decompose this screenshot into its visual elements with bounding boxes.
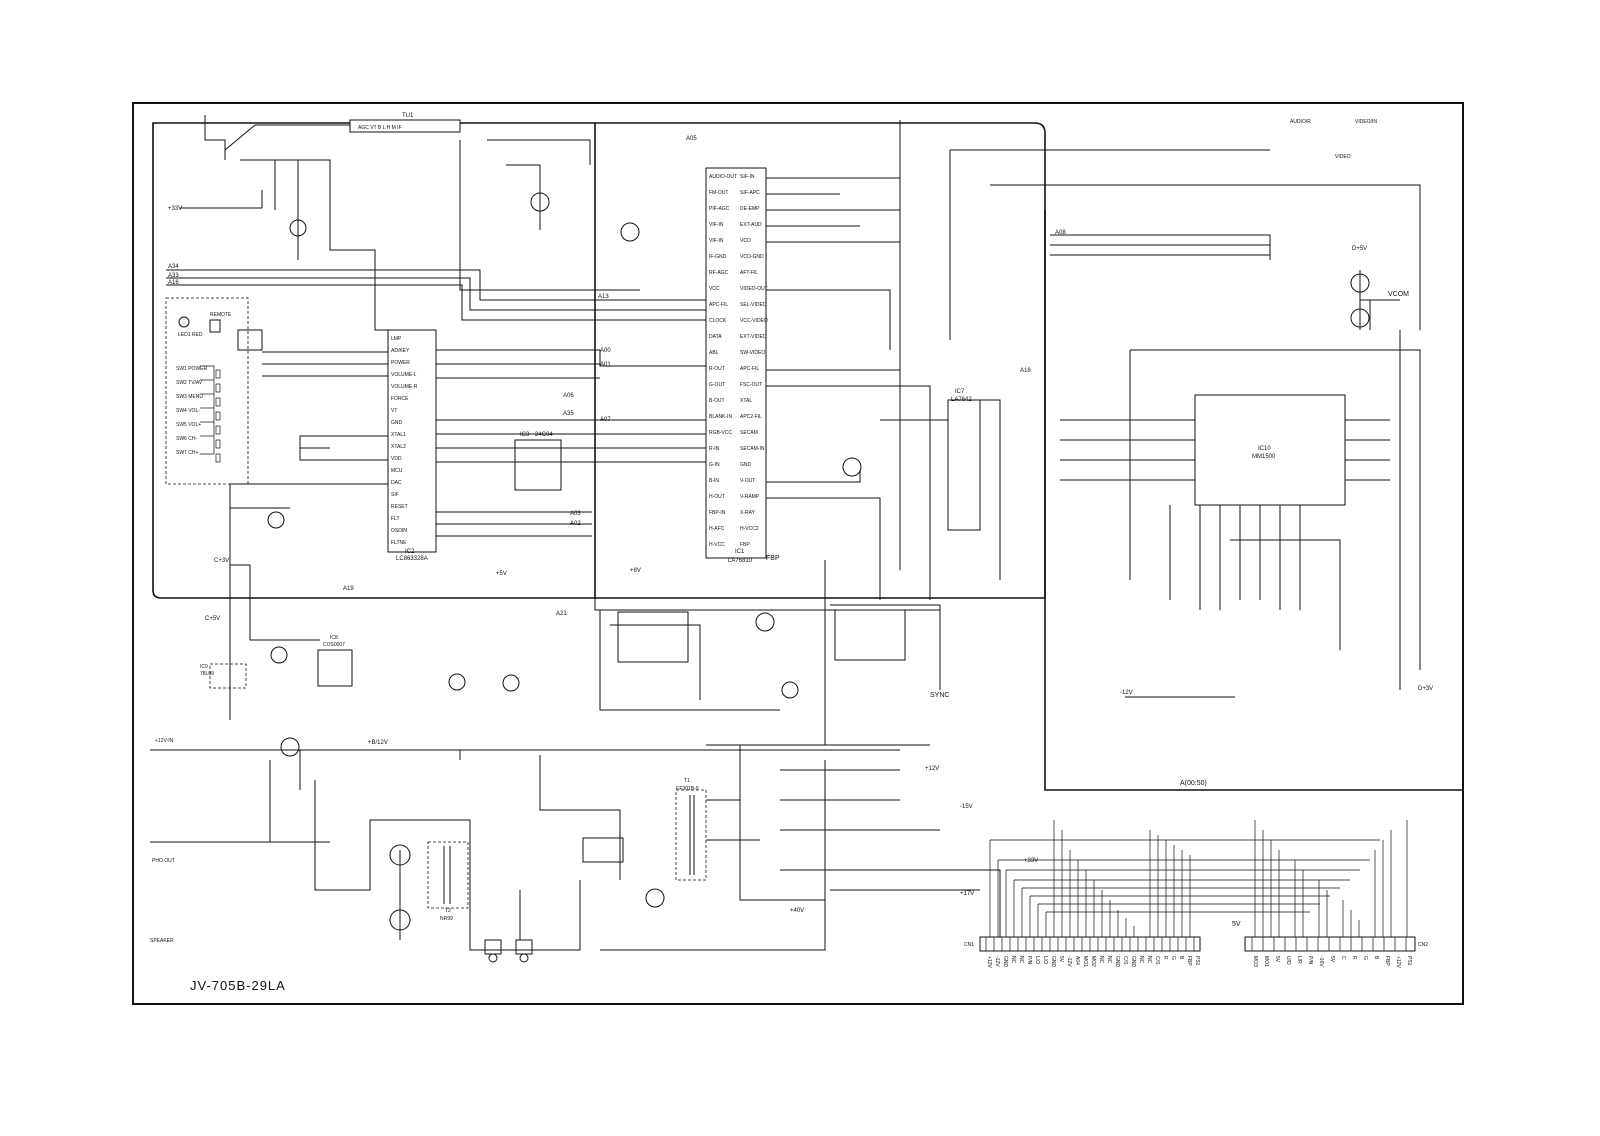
svg-text:VIF-IN: VIF-IN (709, 238, 724, 244)
svg-text:PIF-AGC: PIF-AGC (709, 206, 730, 212)
svg-text:VCO: VCO (740, 238, 751, 244)
svg-text:GND: GND (391, 420, 403, 426)
cn1-pin-14: MO2 (1090, 956, 1096, 967)
svg-text:R-OUT: R-OUT (709, 366, 725, 372)
svg-text:H-VCC: H-VCC (709, 542, 725, 548)
cn1-pin-11: -12V (1066, 956, 1072, 967)
cn1-pin-24: G (1170, 956, 1176, 960)
cn2-pin-4: U/D (1285, 956, 1291, 965)
ic3-part-label: 24C04 (535, 432, 553, 438)
rail-minus15v-label: -15V (960, 804, 973, 810)
transistors (268, 193, 1369, 930)
svg-text:V-OUT: V-OUT (740, 478, 756, 484)
ic9-part-label: 78L09 (200, 671, 214, 677)
svg-text:VCO-GND: VCO-GND (740, 254, 764, 260)
ic10-ref-label: IC10 (1258, 446, 1271, 452)
mcu-section-outline (153, 123, 595, 598)
svg-text:FSC-OUT: FSC-OUT (740, 382, 763, 388)
addr-a02-label: A02 (570, 521, 581, 527)
svg-text:VOLUME-L: VOLUME-L (391, 372, 417, 378)
flyback-t1 (676, 778, 706, 880)
svg-text:VDD: VDD (391, 456, 402, 462)
svg-text:APC2-FIL: APC2-FIL (740, 414, 762, 420)
svg-text:AD/KEY: AD/KEY (391, 348, 410, 354)
switch-volminus-label: SW4 VOL- (176, 408, 200, 414)
t2-part-label: NR99 (440, 916, 453, 922)
rail-12v-label: +12V (925, 766, 940, 772)
ic8-ref-label: IC8 (330, 635, 338, 641)
addr-range-label: A(00:50) (1180, 780, 1207, 787)
ic10-pip (1195, 395, 1345, 505)
svg-text:LMP: LMP (391, 336, 402, 342)
sync-label: SYNC (930, 692, 950, 699)
driver-t2 (428, 842, 468, 922)
rail-8v-label: +8V (630, 568, 641, 574)
cn1-pin-26: FBP (1186, 956, 1192, 966)
svg-text:RF-AGC: RF-AGC (709, 270, 729, 276)
svg-text:G-IN: G-IN (709, 462, 720, 468)
cn1-pin-16: NC (1106, 956, 1112, 964)
rail-5v-label: +5V (496, 571, 507, 577)
ic3-ref-label: IC3 (520, 432, 530, 438)
switch-menu-label: SW3 MENU (176, 394, 203, 400)
rail-33v-label: +33V (168, 206, 183, 212)
cn2-pin-14: +12V (1395, 956, 1401, 968)
rail-33v-out-label: +33V (1024, 858, 1039, 864)
ic3-eeprom (515, 432, 561, 490)
connector-bus-lines (990, 820, 1407, 937)
video-label: VIDEO (1335, 154, 1351, 160)
svg-text:APC-FIL: APC-FIL (740, 366, 760, 372)
addr-a00-label: A00 (600, 348, 611, 354)
rail-40v-label: +40V (790, 908, 805, 914)
ic2-part-label: LC863328A (396, 556, 428, 562)
cn1-pin-23: R (1162, 956, 1168, 960)
svg-text:B-OUT: B-OUT (709, 398, 725, 404)
addr-a07-label: A07 (600, 417, 611, 423)
svg-text:DATA: DATA (709, 334, 722, 340)
cn1-pin-9: GND (1050, 956, 1056, 968)
addr-a16-label: A16 (168, 280, 179, 286)
svg-text:AUDIO-OUT: AUDIO-OUT (709, 174, 738, 180)
ic10-part-label: MM1500 (1252, 454, 1276, 460)
cn1-pin-27: PS1 (1194, 956, 1200, 966)
ic2-microcontroller (388, 330, 436, 562)
svg-text:RGB-VCC: RGB-VCC (709, 430, 733, 436)
keyboard-panel (166, 298, 262, 484)
ic1-ref-label: IC1 (735, 549, 745, 555)
svg-text:SIF-APC: SIF-APC (740, 190, 760, 196)
cn2-pin-10: R (1351, 956, 1357, 960)
addr-a08-label: A08 (1055, 230, 1066, 236)
svg-text:R-IN: R-IN (709, 446, 720, 452)
svg-text:H-AFC: H-AFC (709, 526, 725, 532)
svg-text:AGC VT B L H M IF: AGC VT B L H M IF (358, 125, 402, 131)
svg-text:IF-GND: IF-GND (709, 254, 727, 260)
svg-text:V-RAMP: V-RAMP (740, 494, 760, 500)
vcom-label: VCOM (1388, 291, 1409, 298)
addr-a13-label: A13 (598, 294, 609, 300)
cn1-pin-25: B (1178, 956, 1184, 960)
jack-video-label: VIDEO/IN (1355, 119, 1377, 125)
cn2-pin-8: 5V (1329, 956, 1335, 963)
addr-a01-label: A01 (600, 362, 611, 368)
cn1-pin-18: C/S (1122, 956, 1128, 965)
svg-text:SIF-IN: SIF-IN (740, 174, 755, 180)
cn2-pin-5: L/R (1296, 956, 1302, 964)
connector-cn1 (964, 937, 1200, 968)
cn1-pin-4: NC (1010, 956, 1016, 964)
svg-text:H-VCC2: H-VCC2 (740, 526, 759, 532)
jack-phone-label: PHO.OUT (152, 858, 175, 864)
addr-a18-label: A18 (1020, 368, 1031, 374)
ic7-audio-amp (948, 389, 980, 530)
svg-text:XTAL1: XTAL1 (391, 432, 406, 438)
ic7-ref-label: IC7 (955, 389, 965, 395)
rail-d5v-label: D+5V (1352, 246, 1368, 252)
ir-receiver-label: REMOTE (210, 312, 232, 318)
rail-minus12v-label: -12V (1120, 690, 1133, 696)
cn1-pin-5: NC (1018, 956, 1024, 964)
switch-power-label: SW1 POWER (176, 366, 208, 372)
sheet-frame (133, 103, 1463, 1004)
svg-text:B-IN: B-IN (709, 478, 719, 484)
cn1-pin-13: MO1 (1082, 956, 1088, 967)
svg-text:VIDEO-OUT: VIDEO-OUT (740, 286, 768, 292)
tuner-ref-label: TU1 (402, 113, 414, 119)
cn1-pin-8: L/O (1042, 956, 1048, 965)
cn1-pin-22: C/S (1154, 956, 1160, 965)
cn1-pin-19: GND (1130, 956, 1136, 968)
cn2-pin-2: MO1 (1263, 956, 1269, 967)
svg-text:SECAM: SECAM (740, 430, 758, 436)
cn2-pin-1: MO3 (1252, 956, 1258, 967)
ic9-regulator (200, 664, 246, 688)
rail-labels (168, 206, 1433, 914)
svg-text:G-OUT: G-OUT (709, 382, 726, 388)
t2-ref-label: T2 (445, 908, 451, 914)
svg-text:VT: VT (391, 408, 398, 414)
switch-volplus-label: SW5 VOL+ (176, 422, 202, 428)
addr-a06-label: A06 (563, 393, 574, 399)
addr-a34-label: A34 (168, 264, 179, 270)
svg-text:X-RAY: X-RAY (740, 510, 755, 516)
tuner-tu1 (350, 113, 460, 132)
ic2-ref-label: IC2 (405, 549, 415, 555)
svg-text:ABL: ABL (709, 350, 719, 356)
led-label: LED1 RED (178, 332, 203, 338)
cn2-pin-15: PS1 (1406, 956, 1412, 966)
svg-text:CLOCK: CLOCK (709, 318, 727, 324)
cn2-pin-11: G (1362, 956, 1368, 960)
5v-label: 5V (1232, 921, 1241, 928)
svg-text:H-OUT: H-OUT (709, 494, 725, 500)
jack-speaker-label: SPEAKER (150, 938, 174, 944)
connector-cn2 (1245, 937, 1428, 968)
switch-chplus-label: SW7 CH+ (176, 450, 199, 456)
svg-text:FBP: FBP (740, 542, 750, 548)
svg-text:DE-EMP: DE-EMP (740, 206, 760, 212)
svg-text:AFT-FIL: AFT-FIL (740, 270, 759, 276)
svg-text:FORCE: FORCE (391, 396, 409, 402)
switch-tvav-label: SW2 TV/AV (176, 380, 203, 386)
lamps (485, 940, 532, 962)
t1-part-label: EF301B-9 (676, 786, 699, 792)
ic8-part-label: COS0007 (323, 642, 345, 648)
ic9-ref-label: IC9 (200, 664, 208, 670)
svg-text:VCC: VCC (709, 286, 720, 292)
cn2-pin-9: C (1340, 956, 1346, 960)
cn1-pin-21: NC (1146, 956, 1152, 964)
ic7-part-label: LA7642 (951, 397, 972, 403)
rail-17v-label: +17V (960, 891, 975, 897)
addr-a19-label: A19 (343, 586, 354, 592)
cn1-pin-1: +12V (986, 956, 992, 968)
wiring (150, 115, 1420, 950)
addr-a03-label: A03 (570, 511, 581, 517)
switch-chminus-label: SW6 CH- (176, 436, 198, 442)
addr-a33-label: A33 (168, 273, 179, 279)
addr-a35-label: A35 (563, 411, 574, 417)
av-switches (583, 610, 905, 862)
cn1-ref-label: CN1 (964, 942, 975, 948)
fbp-label: FBP (766, 555, 780, 562)
ic8-reset (318, 635, 352, 686)
rail-b12v-label: +B/12V (368, 740, 388, 746)
svg-text:XTAL: XTAL (740, 398, 753, 404)
cn2-pin-3: 5V (1274, 956, 1280, 963)
rail-c3v-label: C+3V (214, 558, 230, 564)
svg-text:EXT-AUD: EXT-AUD (740, 222, 762, 228)
svg-text:MCU: MCU (391, 468, 403, 474)
cn1-pin-6: P/N (1026, 956, 1032, 965)
svg-text:APC-FIL: APC-FIL (709, 302, 729, 308)
cn1-pin-15: NC (1098, 956, 1104, 964)
svg-text:RESET: RESET (391, 504, 408, 510)
svg-text:SECAM-IN: SECAM-IN (740, 446, 765, 452)
svg-text:FLTNE: FLTNE (391, 540, 407, 546)
svg-text:EXT-VIDEO: EXT-VIDEO (740, 334, 767, 340)
svg-text:FBP-IN: FBP-IN (709, 510, 726, 516)
svg-text:OSDIN: OSDIN (391, 528, 407, 534)
cn2-ref-label: CN2 (1418, 942, 1429, 948)
svg-text:BLANK-IN: BLANK-IN (709, 414, 733, 420)
t1-ref-label: T1 (684, 778, 690, 784)
svg-text:FLT: FLT (391, 516, 400, 522)
svg-text:FM-OUT: FM-OUT (709, 190, 729, 196)
misc-labels (930, 291, 1409, 928)
jack-audio-label: AUDIO/R (1290, 119, 1311, 125)
cn1-pin-17: GND (1114, 956, 1120, 968)
svg-text:SIF: SIF (391, 492, 399, 498)
cn2-pin-13: FBP (1384, 956, 1390, 966)
jack-power-label: +12V-IN (155, 738, 174, 744)
addr-a21-label: A21 (556, 611, 567, 617)
cn1-pin-3: GND (1002, 956, 1008, 968)
rail-c5v-label: C+5V (205, 616, 221, 622)
svg-text:POWER: POWER (391, 360, 410, 366)
cn2-pin-12: B (1373, 956, 1379, 960)
svg-text:GND: GND (740, 462, 752, 468)
ic1-jungle (706, 168, 780, 564)
rail-d3v-label: D+3V (1418, 686, 1434, 692)
svg-text:XTAL2: XTAL2 (391, 444, 406, 450)
model-label: JV-705B-29LA (190, 978, 286, 993)
cn1-pin-20: NC (1138, 956, 1144, 964)
cn1-pin-12: A04 (1074, 956, 1080, 965)
ic1-part-label: LA76810 (728, 558, 753, 564)
cn1-pin-2: -12V (994, 956, 1000, 967)
svg-text:DAC: DAC (391, 480, 402, 486)
svg-text:VCC-VIDEO: VCC-VIDEO (740, 318, 768, 324)
cn1-pin-7: L/O (1034, 956, 1040, 965)
svg-text:SW-VIDEO: SW-VIDEO (740, 350, 766, 356)
addr-a05-label: A05 (686, 136, 697, 142)
cn1-pin-10: 5V (1058, 956, 1064, 963)
cn2-pin-7: -16V (1318, 956, 1324, 967)
svg-text:VIF-IN: VIF-IN (709, 222, 724, 228)
cn2-pin-6: P/N (1307, 956, 1313, 965)
svg-text:VOLUME-R: VOLUME-R (391, 384, 418, 390)
svg-text:SEL-VIDEO: SEL-VIDEO (740, 302, 767, 308)
